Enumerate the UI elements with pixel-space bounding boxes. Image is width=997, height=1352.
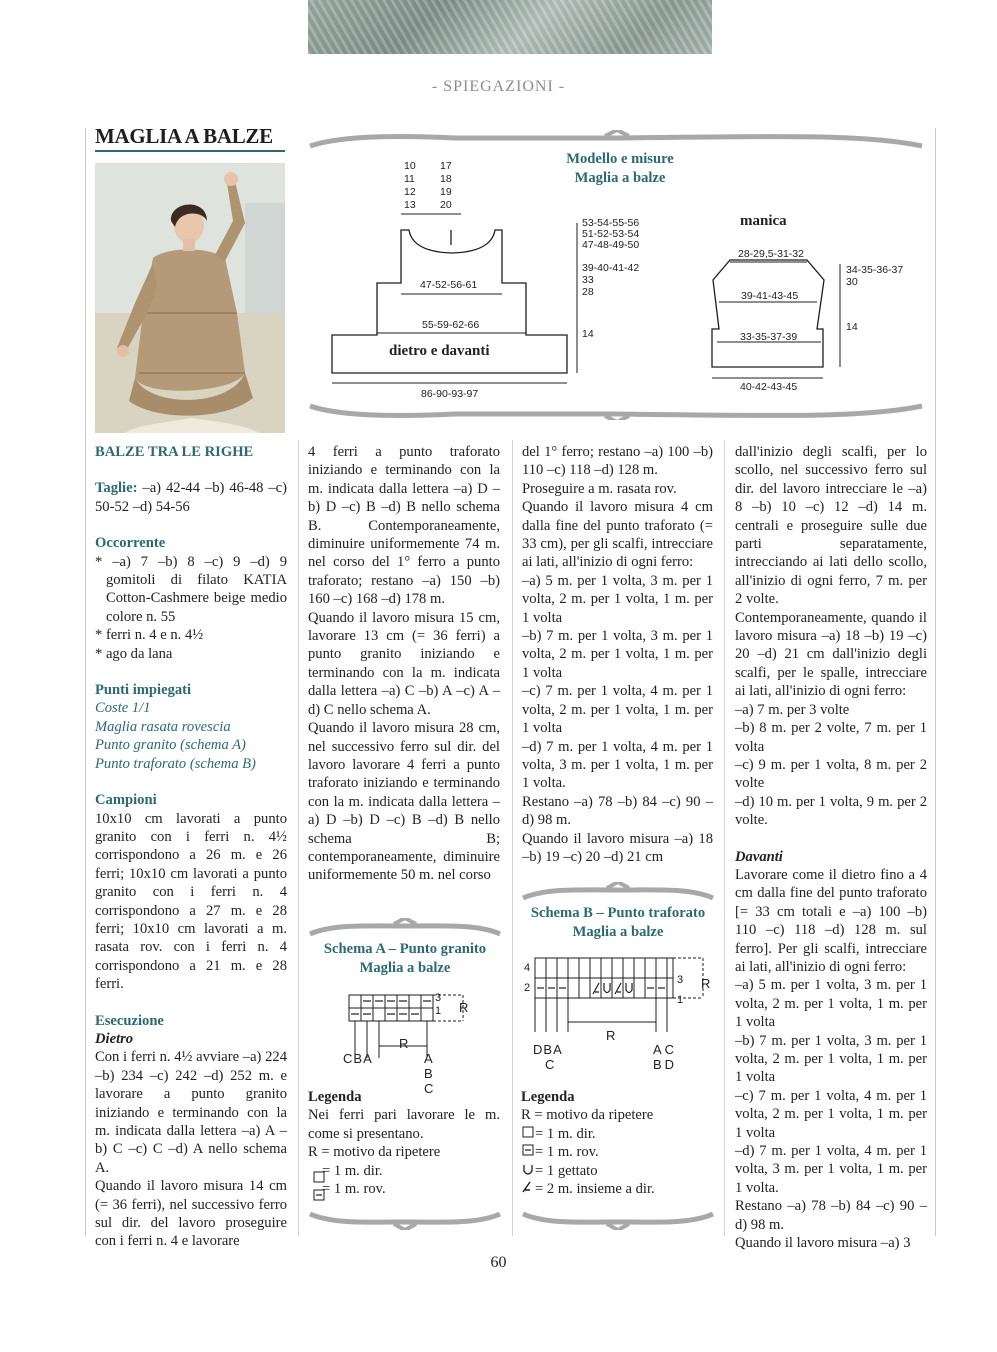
diagram-subtitle: Maglia a balze [574, 170, 666, 186]
body-height-top: 53-54-55-56 51-52-53-54 47-48-49-50 [582, 217, 640, 251]
neck-left-measures: 10 11 12 13 [404, 160, 416, 211]
legend-title: Legenda [308, 1089, 362, 1105]
schema-b-row-numbers-left: 4 2 [524, 962, 531, 994]
schema-a-legend [308, 1088, 500, 1198]
shaping-line: –b) 7 m. per 1 volta, 3 m. per 1 volta, 2 m. per 1 volta, 1 m. per 1 volta [522, 628, 713, 681]
body-height-mid: 39-40-41-42 33 28 [582, 262, 640, 298]
body-paragraph: Restano –a) 78 –b) 84 –c) 90 –d) 98 m. [735, 1198, 927, 1233]
sleeve-height-bottom: 14 [846, 321, 858, 333]
punti-item: Punto granito (schema A) [95, 737, 246, 754]
body-paragraph: Restano –a) 78 –b) 84 –c) 90 –d) 98 m. [522, 793, 713, 829]
schema-a-subtitle: Maglia a balze [359, 960, 451, 976]
body-width-mid: 55-59-62-66 [422, 319, 480, 331]
schema-b-legend [521, 1088, 713, 1198]
shaping-line: –d) 7 m. per 1 volta, 4 m. per 1 volta, 3 m. per 1 volta, 1 m. per 1 volta. [522, 738, 713, 792]
column-4 [735, 443, 927, 1252]
punti-item: Punto traforato (schema B) [95, 755, 256, 772]
schema-b-title: Schema B – Punto traforato [530, 905, 706, 921]
schema-b-subtitle: Maglia a balze [572, 924, 664, 940]
legend-item: = 2 m. insieme a dir. [535, 1181, 655, 1198]
legend-item: = 1 m. dir. [322, 1162, 383, 1179]
shoulder-line: –d) 10 m. per 1 volta, 9 m. per 2 volte. [735, 793, 927, 829]
body-height-bottom: 14 [582, 328, 594, 340]
schema-b-letters-right: AC BD [653, 1042, 678, 1072]
diagram-title: Modello e misure [566, 151, 674, 167]
legend-title: Legenda [521, 1089, 575, 1105]
taglie: Taglie: –a) 42-44 –b) 46-48 –c) 50-52 –d) 54-56 [95, 480, 287, 515]
legend-item: R = motivo da ripetere [308, 1144, 441, 1161]
punti-item: Maglia rasata rovescia [95, 718, 231, 735]
column-divider-3 [724, 440, 725, 1236]
punti-title: Punti impiegati [95, 682, 192, 699]
column-3 [522, 443, 713, 866]
sleeve-width-bottom: 40-42-43-45 [740, 381, 798, 393]
intro-title: BALZE TRA LE RIGHE [95, 444, 254, 460]
schema-a-title: Schema A – Punto granito [323, 941, 487, 957]
shaping-line: –d) 7 m. per 1 volta, 4 m. per 1 volta, 3 m. per 1 volta, 1 m. per 1 volta. [735, 1143, 927, 1196]
column-divider-1 [298, 440, 299, 1236]
schema-b-row-numbers-right: 3 1 [677, 974, 684, 1006]
body-paragraph: Quando il lavoro misura –a) 18 –b) 19 –c) 20 –d) 21 cm [522, 830, 713, 865]
sleeve-height-top: 34-35-36-37 30 [846, 264, 904, 288]
dietro-paragraph: Quando il lavoro misura 14 cm (= 36 ferri), nel successivo ferro sul dir. del lavoro proseguire con i ferri n. 4 e lavorare [95, 1178, 287, 1250]
column-2 [308, 443, 500, 885]
schema-b-repeat-bottom: R [606, 1028, 616, 1043]
body-label: dietro e davanti [389, 343, 490, 359]
body-paragraph: Lavorare come il dietro fino a 4 cm dalla fine del punto traforato [= 33 cm totali e –a) 100 –b) 110 –c) 118 –d) 128 m. sul ferro]. Per gli scalfi, intrecciare ai lati, all'inizio di ogni ferro: [735, 866, 927, 975]
shaping-line: –c) 7 m. per 1 volta, 4 m. per 1 volta, 2 m. per 1 volta, 1 m. per 1 volta [522, 683, 713, 737]
legend-intro: Nei ferri pari lavorare le m. come si presentano. [308, 1107, 500, 1142]
shaping-line: –c) 7 m. per 1 volta, 4 m. per 1 volta, 2 m. per 1 volta, 1 m. per 1 volta [735, 1087, 927, 1141]
legend-item: = 1 m. rov. [322, 1181, 386, 1198]
shoulder-line: –c) 9 m. per 1 volta, 8 m. per 2 volte [735, 756, 927, 792]
body-paragraph: del 1° ferro; restano –a) 100 –b) 110 –c) 118 –d) 128 m. [522, 444, 713, 479]
column-border-right [935, 128, 936, 1236]
schema-b-repeat-right: R [701, 976, 711, 991]
column-divider-2 [512, 440, 513, 1236]
legend-item: = 1 m. dir. [535, 1125, 596, 1142]
body-width-bottom: 86-90-93-97 [421, 388, 479, 400]
body-paragraph: dall'inizio degli scalfi, per lo scollo, nel successivo ferro sul dir. del lavoro intrecciare le –a) 8 –b) 10 –c) 12 –d) 14 m. centrali e proseguire sulle due parti separatamente, intrecciando ai lati dello scollo, all'inizio di ogni ferro, 7 m. per 2 volte. [735, 444, 927, 608]
body-width-upper: 47-52-56-61 [420, 279, 478, 291]
schema-a-letters-left: CBA [343, 1051, 373, 1066]
schema-a-row-numbers: 3 1 [435, 992, 442, 1017]
sleeve-label: manica [740, 213, 787, 229]
legend-item: R = motivo da ripetere [521, 1107, 654, 1124]
title-underline [95, 150, 285, 152]
model-photo [95, 163, 285, 433]
schema-a-letters-right: A B C [424, 1051, 434, 1096]
section-label: - SPIEGAZIONI - [431, 78, 566, 95]
schema-b-letters-left: DBA C [533, 1042, 563, 1072]
neck-right-measures: 17 18 19 20 [440, 160, 452, 211]
legend-item: = 1 m. rov. [535, 1144, 599, 1161]
schema-a-box [308, 918, 502, 1230]
schema-b-box [521, 882, 715, 1230]
sleeve-width-lower: 33-35-37-39 [740, 331, 798, 343]
column-1 [95, 443, 287, 1251]
column-border-left [85, 128, 86, 1236]
shoulder-line: –b) 8 m. per 2 volte, 7 m. per 1 volta [735, 720, 927, 755]
esecuzione-title: Esecuzione [95, 1012, 164, 1029]
body-paragraph: Quando il lavoro misura 4 cm dalla fine del punto traforato (= 33 cm), per gli scalfi, intrecciare ai lati, all'inizio di ogni ferro: [522, 499, 713, 571]
shaping-line: –a) 5 m. per 1 volta, 3 m. per 1 volta, 2 m. per 1 volta, 1 m. per 1 volta [522, 572, 713, 626]
legend-item: = 1 gettato [535, 1162, 598, 1179]
body-paragraph: Quando il lavoro misura –a) 3 [735, 1235, 911, 1252]
body-paragraph: Contemporaneamente, quando il lavoro misura –a) 18 –b) 19 –c) 20 –d) 21 cm dall'inizio degli scalfi, per le spalle, intrecciare ai lati, all'inizio di ogni ferro: [735, 609, 927, 700]
sleeve-width-top: 28-29,5-31-32 [738, 248, 804, 260]
shaping-line: –a) 5 m. per 1 volta, 3 m. per 1 volta, 2 m. per 1 volta, 1 m. per 1 volta [735, 977, 927, 1031]
body-paragraph: Quando il lavoro misura 28 cm, nel successivo ferro sul dir. del lavoro lavorare 4 ferri a punto traforato iniziando e terminando con la m. indicata dalla lettera –a) D –b) D –c) B –d) B nello schema B; contemporaneamente, diminuire uniformemente 50 m. nel corso [308, 720, 500, 884]
occorrente-item: * –a) 7 –b) 8 –c) 9 –d) 9 gomitoli di filato KATIA Cotton-Cashmere beige medio colore n. 55 [95, 553, 287, 625]
davanti-title: Davanti [735, 848, 783, 865]
shaping-line: –b) 7 m. per 1 volta, 3 m. per 1 volta, 2 m. per 1 volta, 1 m. per 1 volta [735, 1032, 927, 1086]
page-title: MAGLIA A BALZE [95, 124, 273, 148]
dietro-paragraph: Con i ferri n. 4½ avviare –a) 224 –b) 234 –c) 242 –d) 252 m. e lavorare a punto granito iniziando e terminando con la m. indicata dalla lettera –a) A –b) C –c) C –d) A nello schema A. [95, 1049, 287, 1176]
campioni-title: Campioni [95, 792, 157, 809]
body-paragraph: Proseguire a m. rasata rov. [522, 480, 677, 497]
shoulder-line: –a) 7 m. per 3 volte [735, 701, 850, 718]
punti-item: Coste 1/1 [95, 700, 151, 717]
body-paragraph: 4 ferri a punto traforato iniziando e terminando con la m. indicata dalla lettera –a) D –b) D –c) B –d) B nello schema B. Contemporaneamente, diminuire uniformemente 74 m. nel corso del 1° ferro a punto traforato; restano –a) 150 –b) 160 –c) 168 –d) 178 m. [308, 444, 500, 608]
occorrente-item: * ferri n. 4 e n. 4½ [95, 627, 204, 644]
schema-a-repeat-bottom: R [399, 1036, 409, 1051]
top-photo-strip [308, 0, 712, 54]
dietro-title: Dietro [95, 1030, 134, 1047]
occorrente-title: Occorrente [95, 535, 166, 552]
page-number: 60 [490, 1254, 507, 1271]
occorrente-item: * ago da lana [95, 645, 173, 662]
sleeve-width-upper: 39-41-43-45 [741, 290, 799, 302]
body-paragraph: Quando il lavoro misura 15 cm, lavorare 13 cm (= 36 ferri) a punto granito iniziando e terminando con la m. indicata dalla lettera –a) C –b) A –c) A –d) C nello schema A. [308, 609, 500, 718]
campioni-text: 10x10 cm lavorati a punto granito con i ferri n. 4½ corrispondono a 26 m. e 26 ferri; 10x10 cm lavorati a punto granito con i ferri n. 4 corrispondono a 27 m. e 28 ferri; 10x10 cm lavorati a m. rasata rov. con i ferri n. 4 corrispondono a 21 m. e 28 ferri. [95, 810, 287, 993]
schema-a-repeat-right: R [459, 1000, 469, 1015]
